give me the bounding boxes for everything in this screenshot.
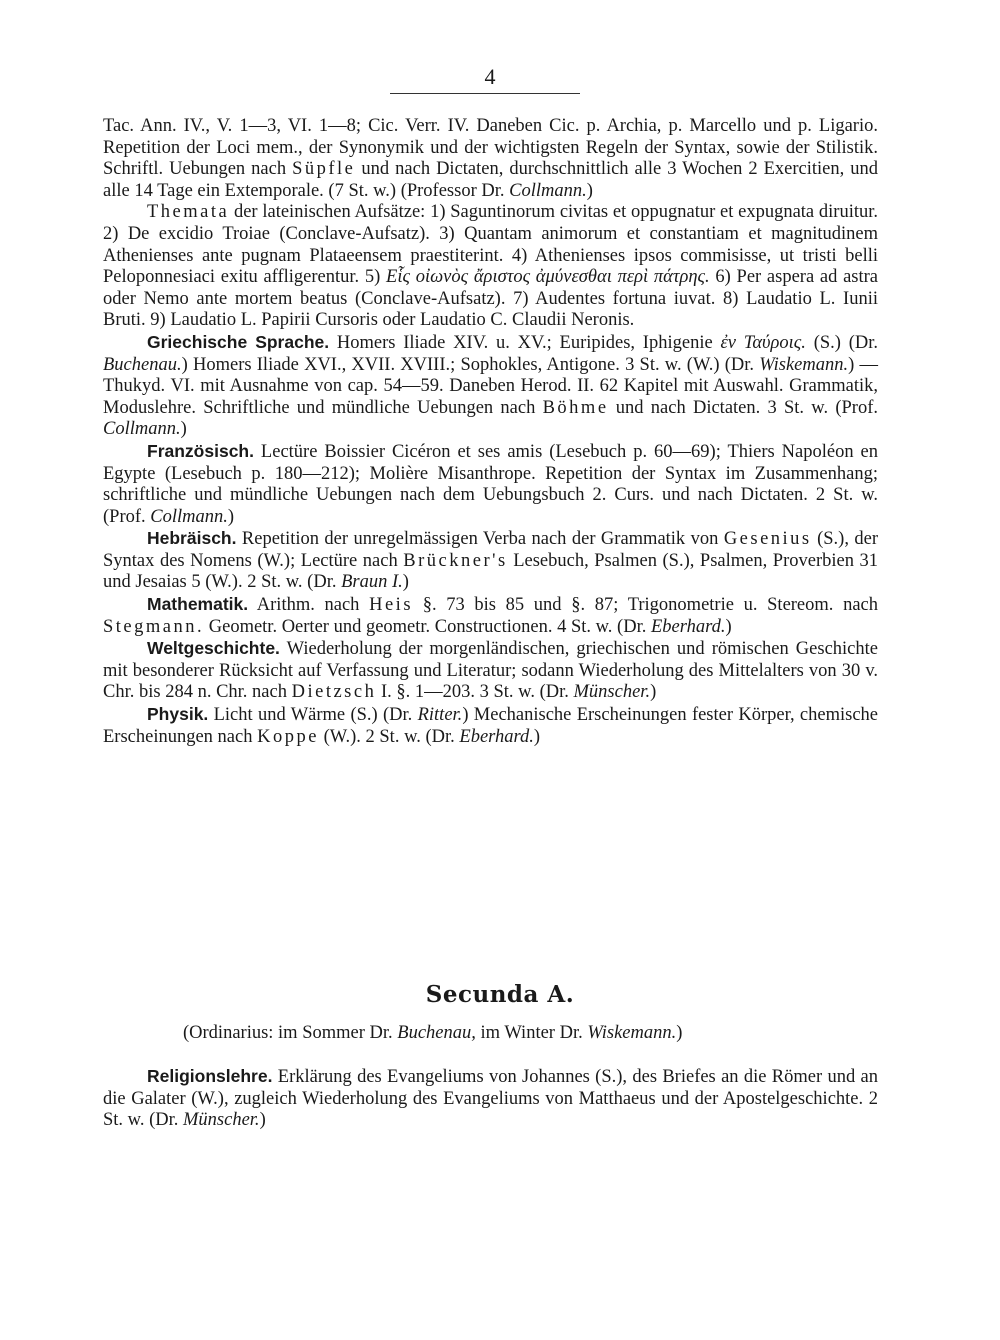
greek-quote: Εἷς οἰωνὸς ἄριστος ἀμύνεσθαι περὶ πάτρης.: [386, 267, 710, 288]
text-run: ) Mechanische Erscheinungen fester Körper, chemische Erscheinungen nach: [103, 705, 878, 747]
religion-subject-paragraph: [103, 1066, 878, 1132]
text-run: Lectüre Boissier Cicéron et ses amis (Lesebuch p. 60—69); Thiers Napoléon en Egypte (Lesebuch p. 180—212); Molière Misanthrope. Repetition der Syntax im Zusammenhang; schriftliche und mündliche Uebungen nach dem Uebungsbuch 2. Curs. und nach Dictaten. 2 St. w. (Prof.: [103, 441, 878, 527]
religion-text-block: [103, 1066, 878, 1132]
spaced-name: Koppe: [257, 726, 319, 747]
text-run: ): [650, 682, 657, 703]
physics-subject-paragraph: [103, 704, 878, 748]
teacher-name: Buchenau.: [103, 354, 182, 375]
teacher-name: Buchenau,: [397, 1023, 476, 1043]
teacher-name: Wiskemann.: [587, 1023, 677, 1043]
spaced-name: Stegmann.: [103, 616, 205, 637]
spaced-name: Gesenius: [723, 529, 812, 550]
text-run: §. 73 bis 85 und §. 87; Trigonometrie u. Stereom. nach: [413, 595, 878, 616]
text-run: (S.) (Dr.: [805, 332, 878, 353]
text-run: ): [676, 1023, 683, 1043]
text-run: Homers Iliade XIV. u. XV.; Euripides, Iphigenie: [329, 332, 721, 353]
text-run: Geometr. Oerter und geometr. Constructionen. 4 St. w. (Dr.: [204, 616, 651, 637]
teacher-name: Eberhard.: [459, 726, 534, 747]
text-run: ): [180, 419, 187, 440]
text-run: Licht und Wärme (S.) (Dr.: [208, 705, 418, 726]
text-run: ) — Thukyd. VI. mit Ausnahme von cap. 54—59. Daneben Herod. II. 62 Kapitel mit Auswahl. Grammatik, Moduslehre. Schriftliche und mündliche Uebungen nach: [103, 354, 878, 418]
teacher-name: Collmann.: [103, 419, 181, 440]
teacher-name: Braun I.: [341, 572, 403, 593]
greek-quote: ἐν Ταύροις.: [720, 332, 806, 353]
text-run: ): [586, 180, 593, 201]
subject-heading: Weltgeschichte.: [147, 638, 280, 659]
text-run: und nach Dictaten. 3 St. w. (Prof.: [608, 397, 878, 418]
teacher-name: Münscher.: [183, 1110, 260, 1131]
main-text-block: [103, 116, 878, 748]
spaced-name: Böhme: [542, 397, 609, 418]
text-run: Repetition der unregelmässigen Verba nach der Grammatik von: [236, 529, 724, 550]
text-run: im Winter Dr.: [475, 1023, 588, 1043]
text-run: (W.). 2 St. w. (Dr.: [318, 726, 460, 747]
subject-heading: Französisch.: [147, 440, 254, 461]
secunda-text-block: [103, 1023, 878, 1045]
teacher-name: Collmann.: [150, 506, 228, 527]
spaced-name: Themata: [147, 202, 230, 223]
teacher-name: Münscher.: [573, 682, 651, 703]
spaced-name: Süpfle: [292, 159, 356, 180]
greek-subject-paragraph: [103, 332, 878, 441]
latin-paragraph: [103, 116, 878, 202]
subject-heading: Hebräisch.: [147, 528, 237, 549]
text-run: ): [259, 1110, 266, 1131]
text-run: ): [402, 572, 409, 593]
history-subject-paragraph: [103, 638, 878, 704]
text-run: Wiederholung der morgenländischen, griechischen und römischen Geschichte mit besonderer Rücksicht auf Verfassung und Literatur; sodann Wiederholung des Mittelalters von 30 v. Chr. bis 284 n. Chr. nach: [103, 639, 878, 703]
text-run: ) Homers Iliade XVI., XVII. XVIII.; Sophokles, Antigone. 3 St. w. (W.) (Dr.: [181, 354, 760, 375]
subject-heading: Griechische Sprache.: [147, 331, 330, 352]
subject-heading: Physik.: [147, 704, 209, 725]
page-number: 4: [484, 64, 496, 89]
themata-paragraph: [103, 202, 878, 332]
section-title: Secunda A.: [425, 981, 575, 1008]
spaced-name: Brückner's: [403, 550, 508, 571]
text-run: und nach Dictaten, durchschnittlich alle 3 Wochen 2 Exercitien, und alle 14 Tage ein Extemporale. (7 St. w.) (Professor Dr.: [103, 159, 878, 201]
teacher-name: Wiskemann.: [759, 354, 849, 375]
subject-heading: Religionslehre.: [147, 1066, 273, 1086]
teacher-name: Collmann.: [509, 180, 587, 201]
spaced-name: Heis: [369, 595, 414, 616]
text-run: der lateinischen Aufsätze: 1) Saguntinorum civitas et oppugnatur et expugnata diruitur. 2) De excidio Troiae (Conclave-Aufsatz). 3) Quantam animorum et constantiam et magnitudinem Athenienses ante pugnam Plataeensem praestiterint. 4) Athenienses ipsos commisisse, ut tristi belli Peloponnesiaci exitu affligerentur. 5): [103, 202, 878, 288]
header-rule: [390, 93, 580, 94]
text-run: Tac. Ann. IV., V. 1—3, VI. 1—8; Cic. Verr. IV. Daneben Cic. p. Archia, p. Marcello und p. Ligario. Repetition der Loci mem., der Synonymik und der wichtigsten Regeln der Syntax, sowie der Stilistik. Schriftl. Uebungen nach: [103, 116, 878, 180]
text-run: Erklärung des Evangeliums von Johannes (S.), des Briefes an die Römer und an die Galater (W.), zugleich Wiederholung des Evangeliums von Matthaeus und der Apostelgeschichte. 2 St. w. (Dr.: [103, 1067, 878, 1131]
teacher-name: Ritter.: [417, 705, 463, 726]
subject-heading: Mathematik.: [147, 594, 249, 615]
mathematics-subject-paragraph: [103, 594, 878, 638]
text-run: ): [533, 726, 541, 747]
text-run: (Ordinarius: im Sommer Dr.: [183, 1023, 398, 1043]
text-run: Lesebuch, Psalmen (S.), Psalmen, Proverbien 31 und Jesaias 5 (W.). 2 St. w. (Dr.: [103, 550, 879, 593]
text-run: Arithm. nach: [248, 595, 370, 616]
text-run: 6) Per aspera ad astra oder Nemo ante mortem beatus (Conclave-Aufsatz). 7) Audentes fortuna iuvat. 8) Laudatio L. Iunii Bruti. 9) Laudatio L. Papirii Cursoris oder Laudatio C. Claudii Neronis.: [103, 267, 879, 331]
text-run: I. §. 1—203. 3 St. w. (Dr.: [376, 682, 574, 703]
text-run: ): [227, 506, 235, 527]
ordinarius-line: [103, 1023, 878, 1045]
text-run: (S.), der Syntax des Nomens (W.); Lectüre nach: [103, 529, 879, 571]
hebrew-subject-paragraph: [103, 528, 878, 594]
french-subject-paragraph: [103, 441, 878, 528]
text-run: ): [725, 616, 732, 637]
teacher-name: Eberhard.: [650, 616, 726, 637]
spaced-name: Dietzsch: [291, 682, 377, 703]
